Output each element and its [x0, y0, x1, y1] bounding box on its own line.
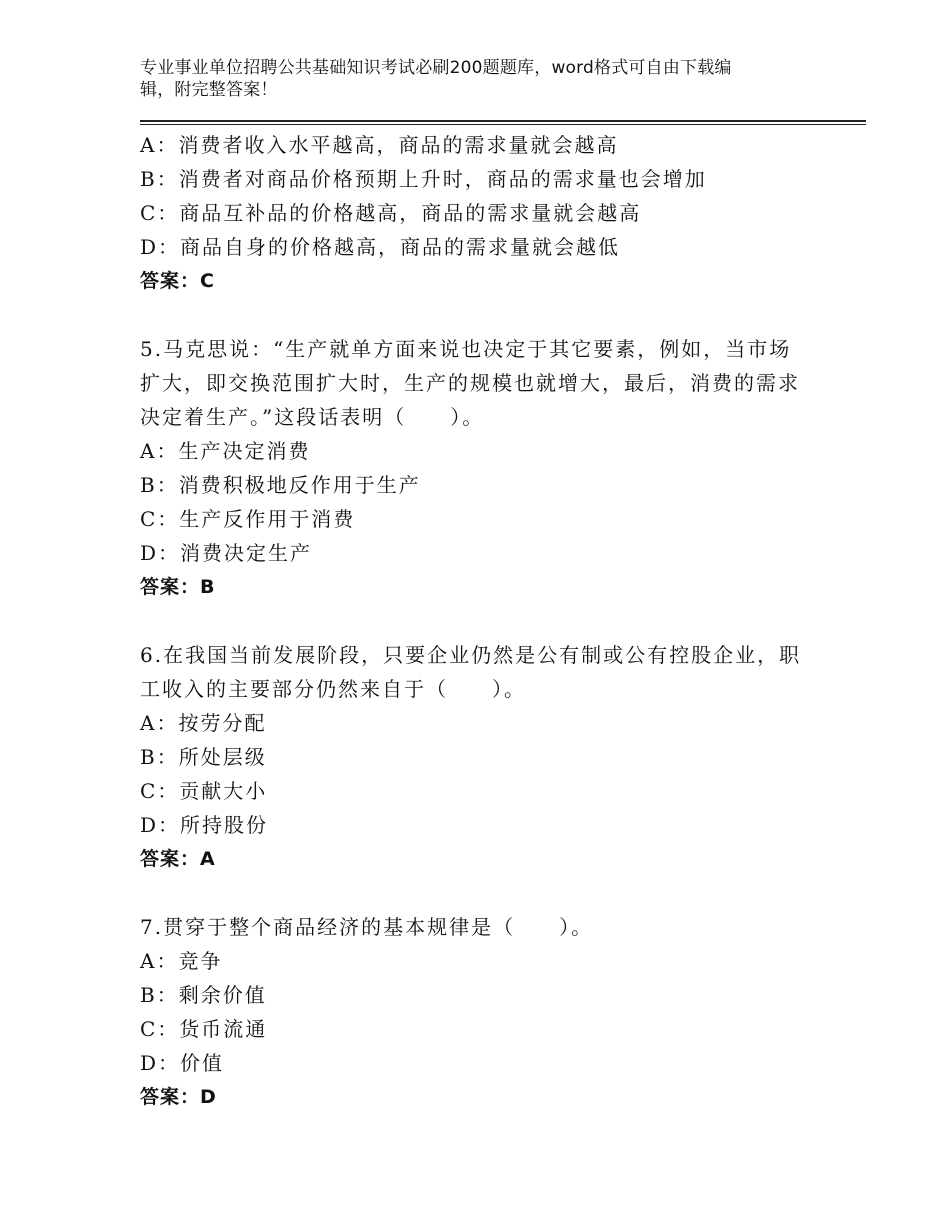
option-a: A：按劳分配	[140, 711, 267, 735]
question-5	[140, 332, 810, 604]
answer-label: 答案：D	[140, 1086, 217, 1108]
header-line-2: 辑，附完整答案！	[140, 80, 278, 100]
option-b: B：所处层级	[140, 745, 267, 769]
option-d: D：价值	[140, 1051, 225, 1075]
option-c: C：商品互补品的价格越高，商品的需求量就会越高	[140, 201, 642, 225]
spacer	[140, 298, 810, 332]
option-d: D：所持股份	[140, 813, 269, 837]
answer-label: 答案：B	[140, 576, 216, 598]
question-text-line: 6.在我国当前发展阶段，只要企业仍然是公有制或公有控股企业，职	[140, 643, 802, 667]
option-d: D：商品自身的价格越高，商品的需求量就会越低	[140, 235, 621, 259]
question-text-line: 5.马克思说：“生产就单方面来说也决定于其它要素，例如，当市场	[140, 337, 792, 361]
option-c: C：生产反作用于消费	[140, 507, 356, 531]
option-b: B：消费者对商品价格预期上升时，商品的需求量也会增加	[140, 167, 707, 191]
question-text-line: 7.贯穿于整个商品经济的基本规律是（ ）。	[140, 915, 594, 939]
option-d: D：消费决定生产	[140, 541, 313, 565]
option-c: C：贡献大小	[140, 779, 268, 803]
question-7	[140, 910, 810, 1114]
question-6	[140, 638, 810, 876]
option-c: C：货币流通	[140, 1017, 268, 1041]
question-content	[140, 128, 810, 1114]
page-header	[140, 57, 800, 101]
header-rule-thin	[140, 124, 866, 125]
question-4	[140, 128, 810, 298]
question-text-line: 工收入的主要部分仍然来自于（ ）。	[140, 677, 526, 701]
option-a: A：竞争	[140, 949, 223, 973]
option-b: B：剩余价值	[140, 983, 267, 1007]
question-text-line: 决定着生产。”这段话表明（ ）。	[140, 405, 485, 429]
option-b: B：消费积极地反作用于生产	[140, 473, 421, 497]
option-a: A：生产决定消费	[140, 439, 311, 463]
answer-label: 答案：C	[140, 270, 215, 292]
option-a: A：消费者收入水平越高，商品的需求量就会越高	[140, 133, 619, 157]
question-text-line: 扩大，即交换范围扩大时，生产的规模也就增大，最后，消费的需求	[140, 371, 800, 395]
header-line-1: 专业事业单位招聘公共基础知识考试必刷200题题库，word格式可自由下载编	[140, 58, 732, 78]
spacer	[140, 604, 810, 638]
header-rule-thick	[140, 120, 866, 122]
spacer	[140, 876, 810, 910]
answer-label: 答案：A	[140, 848, 216, 870]
